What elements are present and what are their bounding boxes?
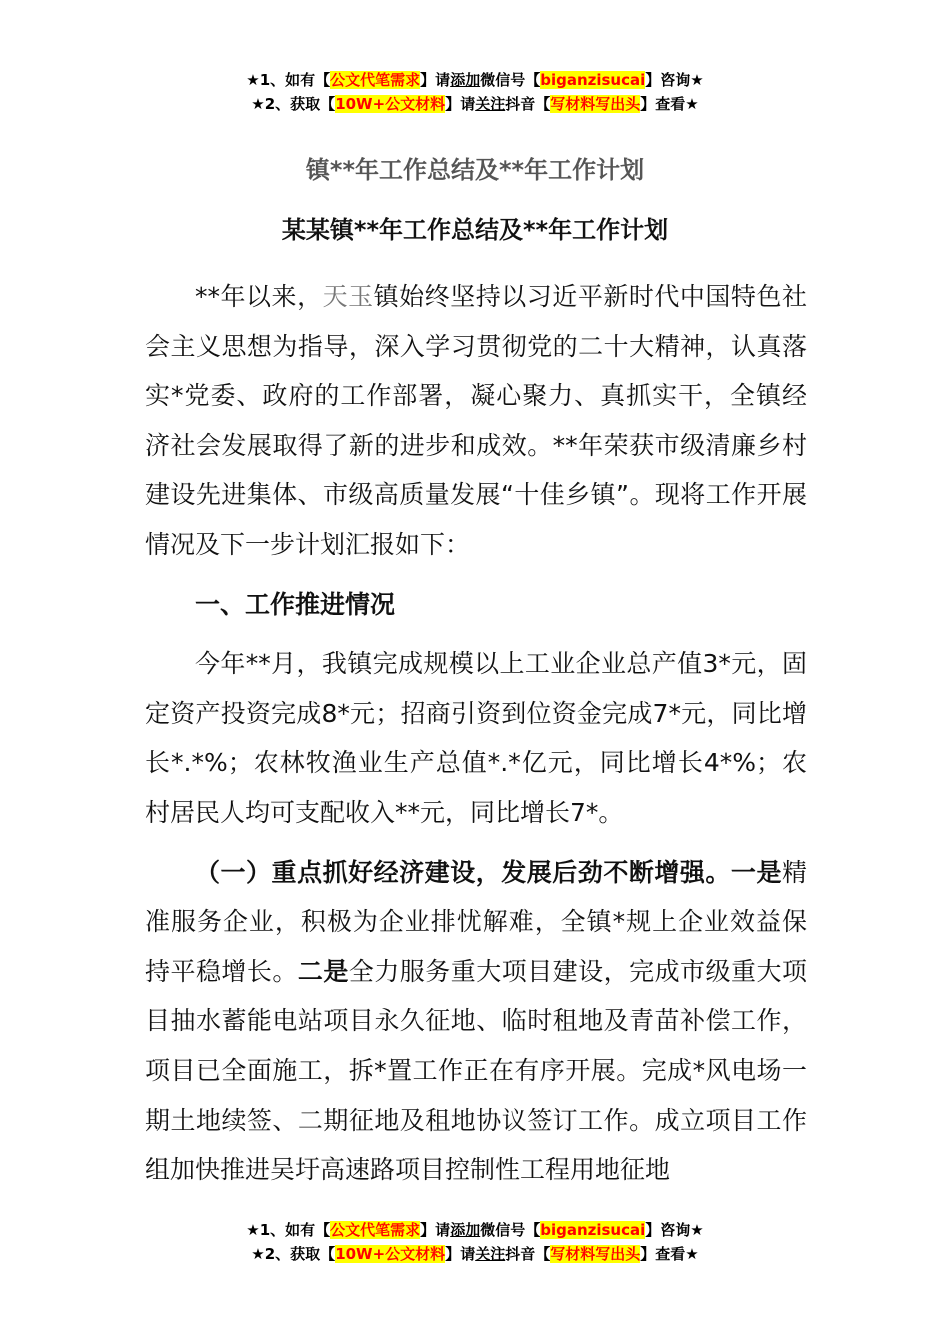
place-name: 天玉 — [322, 282, 374, 311]
document-body — [145, 272, 807, 1205]
stats-paragraph: 今年**月，我镇完成规模以上工业企业总产值3*元，固定资产投资完成8*元；招商引资到位资金完成7*元，同比增长*.*%；农林牧渔业生产总值*.*亿元，同比增长4*%；农村居民人均可支配收入**元，同比增长7*。 — [145, 649, 807, 827]
banner-text: 】请 — [420, 71, 451, 89]
footer-banner — [0, 1218, 950, 1266]
header-banner — [0, 68, 950, 116]
document-title: 镇**年工作总结及**年工作计划 — [305, 156, 645, 184]
banner-highlight: biganzisucai — [540, 71, 646, 89]
economy-paragraph: （一）重点抓好经济建设，发展后劲不断增强。一是精准服务企业，积极为企业排忧解难，全镇*规上企业效益保持平稳增长。二是全力服务重大项目建设，完成市级重大项目抽水蓄能电站项目永久征地、临时租地及青苗补偿工作，项目已全面施工，拆*置工作正在有序开展。完成*风电场一期土地续签、二期征地及租地协议签订工作。成立项目工作组加快推进吴圩高速路项目控制性工程用地征地 — [145, 857, 807, 1185]
banner-text: 】咨询★ — [645, 71, 704, 89]
banner-highlight: 10W+公文材料 — [335, 95, 446, 113]
banner-text: ★2、获取【 — [251, 95, 336, 113]
banner-highlight: 写材料写出头 — [550, 95, 641, 113]
banner-text: ★1、如有【 — [246, 71, 331, 89]
banner-line-2: ★2、获取【10W+公文材料】请关注抖音【写材料写出头】查看★ — [251, 1245, 699, 1263]
banner-underline: 关注 — [475, 95, 506, 113]
banner-text: 】请 — [445, 95, 476, 113]
intro-paragraph: **年以来，天玉镇始终坚持以习近平新时代中国特色社会主义思想为指导，深入学习贯彻党的二十大精神，认真落实*党委、政府的工作部署，凝心聚力、真抓实干，全镇经济社会发展取得了新的进步和成效。**年荣获市级清廉乡村建设先进集体、市级高质量发展“十佳乡镇”。现将工作开展情况及下一步计划汇报如下： — [145, 282, 807, 559]
banner-highlight: 公文代笔需求 — [330, 71, 421, 89]
banner-text: 】查看★ — [640, 95, 699, 113]
banner-underline: 添加 — [450, 71, 481, 89]
document-subtitle: 某某镇**年工作总结及**年工作计划 — [281, 216, 669, 244]
banner-line-1 — [0, 68, 950, 92]
banner-line-1: ★1、如有【公文代笔需求】请添加微信号【biganzisucai】咨询★ — [246, 1221, 704, 1239]
section-heading: 一、工作推进情况 — [195, 589, 396, 619]
subsection-heading: （一）重点抓好经济建设，发展后劲不断增强。 — [195, 857, 731, 887]
banner-text: 微信号【 — [480, 71, 541, 89]
banner-line-2 — [0, 92, 950, 116]
banner-text: 抖音【 — [505, 95, 551, 113]
